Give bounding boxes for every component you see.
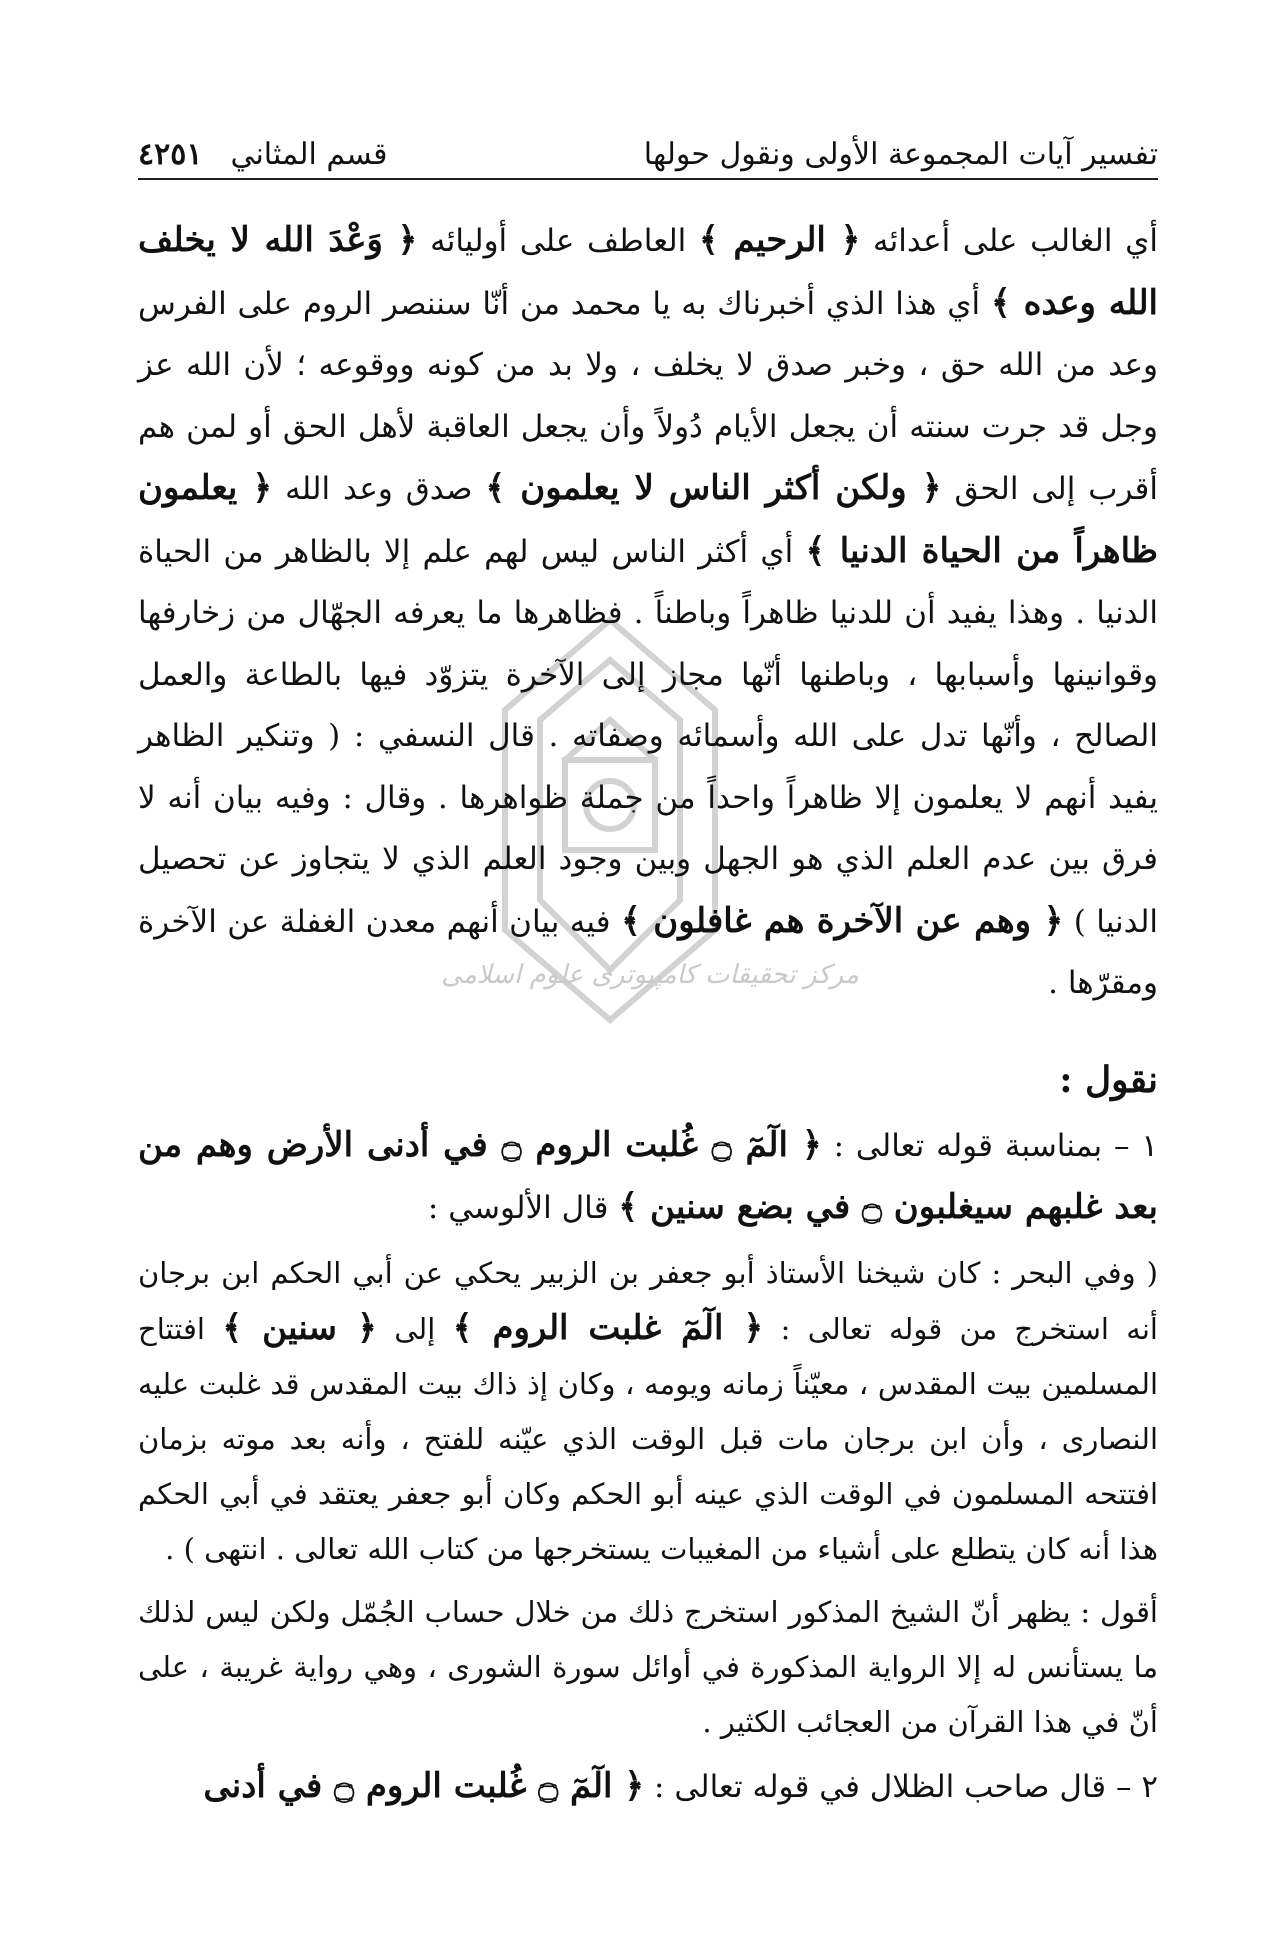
section-name: قسم المثاني [230, 137, 388, 172]
text-run: أقول : يظهر أنّ الشيخ المذكور استخرج ذلك من خلال حساب الجُمّل ولكن ليس لذلك ما يستأنس له إلا الرواية المذكورة في أوائل سورة الشورى ، وهي رواية غريبة ، على أنّ في هذا القرآن من العجائب الكثير . [138, 1594, 1158, 1739]
running-title: تفسير آيات المجموعة الأولى ونقول حولها [643, 137, 1158, 172]
paragraph-3 [138, 1246, 1158, 1577]
text-run: إلى [376, 1311, 453, 1346]
quran-quote: ﴿ يعلمون ظاهراً من الحياة الدنيا ﴾ [138, 468, 1158, 571]
paragraph-1 [138, 210, 1158, 1015]
section-heading: نقول : [1059, 1058, 1158, 1101]
quran-quote: ﴿ الٓمٓ ۝ غُلبت الروم ۝ في أدنى الأرض وهم من بعد غلبهم سيغلبون ۝ في بضع سنين ﴾ [138, 1124, 1158, 1227]
text-run: فيه بيان أنهم معدن الغفلة عن الآخرة ومقرّها . [138, 903, 1158, 1001]
text-run: صدق وعد الله [272, 471, 486, 507]
quran-quote: ﴿ ولكن أكثر الناس لا يعلمون ﴾ [485, 468, 942, 508]
page-number: ٤٢٥١ [138, 137, 203, 172]
paragraph-2 [138, 1115, 1158, 1240]
paragraph-4 [138, 1585, 1158, 1750]
quoted-passage [138, 1246, 1158, 1577]
text-run: ١ – بمناسبة قوله تعالى : [821, 1127, 1159, 1164]
quran-quote: ﴿ وَعْدَ الله لا يخلف الله وعده ﴾ [138, 220, 1158, 323]
quran-quote: ﴿ سنين ﴾ [222, 1307, 377, 1348]
quran-quote: ﴿ الٓمٓ ۝ غُلبت الروم ۝ في أدنى [203, 1765, 645, 1806]
body-text [138, 210, 1158, 1818]
paragraph-5 [138, 1756, 1158, 1819]
quran-quote: ﴿ الٓمٓ غلبت الروم ﴾ [452, 1307, 764, 1348]
header-left-group [138, 137, 387, 172]
text-run: قال الألوسي : [427, 1190, 619, 1226]
text-run: أي الغالب على أعدائه [860, 223, 1158, 259]
quran-quote: ﴿ الرحيم ﴾ [698, 220, 861, 260]
text-run: افتتاح المسلمين بيت المقدس ، معيّناً زمانه ويومه ، وكان إذ ذاك بيت المقدس قد غلبت عليه النصارى ، وأن ابن برجان مات قبل الوقت الذي عيّنه للفتح ، وأنه بعد موته بزمان افتتحه المسلمون في الوقت الذي عينه أبو الحكم وكان أبو جعفر يعتقد في أبي الحكم هذا أنه كان يتطلع على أشياء من المغيبات يستخرجها من كتاب الله تعالى . انتهى ) . [138, 1311, 1158, 1566]
text-run: ( وفي البحر : كان شيخنا الأستاذ أبو جعفر بن الزبير يحكي عن أبي الحكم ابن برجان أنه استخرج من قوله تعالى : [138, 1255, 1158, 1346]
text-run: أي أكثر الناس ليس لهم علم إلا بالظاهر من الحياة الدنيا . وهذا يفيد أن للدنيا ظاهراً وباطناً . فظاهرها ما يعرفه الجهّال من زخارفها وقوانينها وأسبابها ، وباطنها أنّها مجاز إلى الآخرة يتزوّد فيها بالطاعة والعمل الصالح ، وأنّها تدل على الله وأسمائه وصفاته . قال النسفي : ( وتنكير الظاهر يفيد أنهم لا يعلمون إلا ظاهراً واحداً من جملة ظواهرها . وقال : وفيه بيان أنه لا فرق بين عدم العلم الذي هو الجهل وبين وجود العلم الذي لا يتجاوز عن تحصيل الدنيا ) [138, 533, 1159, 940]
text-run: ٢ – قال صاحب الظلال في قوله تعالى : [644, 1768, 1158, 1805]
text-run: أي هذا الذي أخبرناك به يا محمد من أنّا سننصر الروم على الفرس وعد من الله حق ، وخبر صدق لا يخلف ، ولا بد من كونه ووقوعه ؛ لأن الله عز وجل قد جرت سنته أن يجعل الأيام دُولاً وأن يجعل العاقبة لأهل الحق أو لمن هم أقرب إلى الحق [138, 285, 1158, 507]
watermark-text: مرکز تحقیقات کامپیوتری علوم اسلامی [441, 960, 859, 990]
page-header [138, 118, 1158, 180]
author-note [138, 1585, 1158, 1750]
quran-quote: ﴿ وهم عن الآخرة هم غافلون ﴾ [620, 900, 1064, 941]
text-run: العاطف على أوليائه [417, 223, 699, 259]
